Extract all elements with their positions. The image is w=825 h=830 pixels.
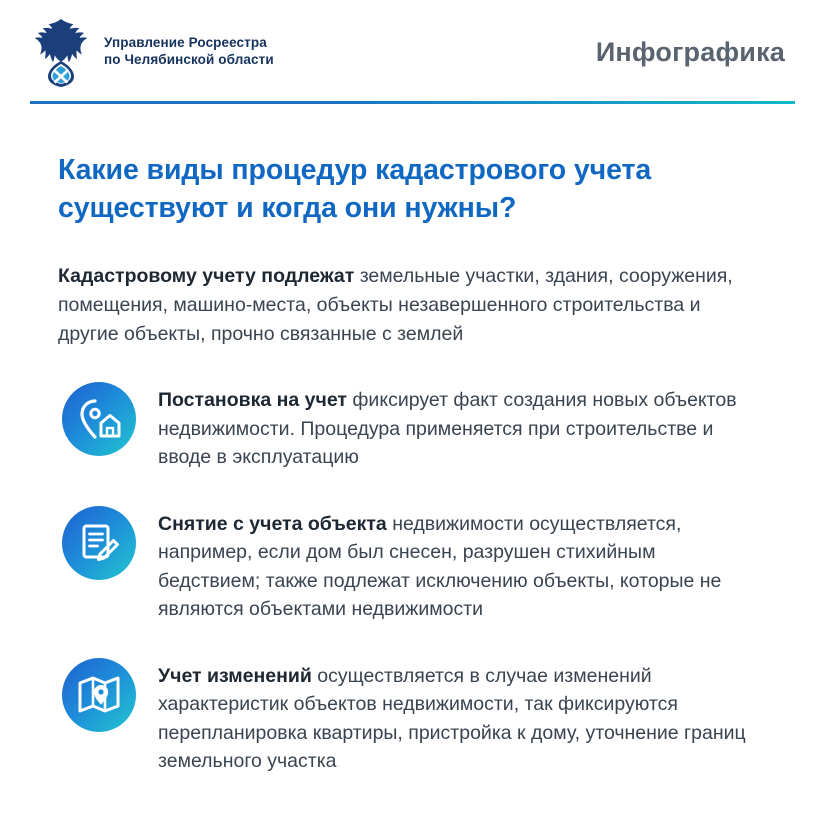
list-item bbox=[0, 506, 825, 624]
location-pin-house-icon bbox=[62, 382, 136, 456]
header-divider bbox=[30, 101, 795, 104]
items-list bbox=[0, 382, 825, 775]
document-pencil-edit-icon bbox=[62, 506, 136, 580]
list-item bbox=[0, 658, 825, 776]
russian-coat-of-arms-rosreestr-emblem-icon bbox=[30, 17, 92, 87]
list-item-text bbox=[158, 658, 758, 776]
list-item-rest: фиксирует факт создания новых объектов недвижимости. Процедура применяется при строительстве и вводе в эксплуатацию bbox=[158, 389, 737, 469]
list-item-bold: Учет изменений bbox=[158, 664, 312, 687]
org-line-1: Управление Росреестра bbox=[104, 35, 267, 51]
list-item-rest: осуществляется в случае изменений характеристик объектов недвижимости, так фиксируются перепланировка квартиры, пристройка к дому, уточнение границ земельного участка bbox=[158, 664, 746, 773]
list-item-bold: Снятие с учета объекта bbox=[158, 512, 387, 535]
page-title: Какие виды процедур кадастрового учета существуют и когда они нужны? bbox=[58, 154, 652, 224]
intro-bold-lead: Кадастровому учету подлежат bbox=[58, 264, 355, 287]
map-location-pin-icon bbox=[62, 658, 136, 732]
intro-rest: земельные участки, здания, сооружения, помещения, машино-места, объекты незавершенного строительства и другие объекты, прочно связанные с землей bbox=[58, 264, 733, 345]
brand-text bbox=[104, 35, 274, 69]
list-item-bold: Постановка на учет bbox=[158, 389, 347, 412]
list-item-text bbox=[158, 506, 758, 624]
section-title: Инфографика bbox=[595, 36, 785, 67]
page-header bbox=[0, 0, 825, 104]
org-line-2: по Челябинской области bbox=[104, 52, 274, 67]
list-item-text bbox=[158, 382, 758, 471]
list-item bbox=[0, 382, 825, 471]
intro-paragraph bbox=[58, 262, 758, 349]
brand-block bbox=[30, 17, 274, 87]
list-item-rest: недвижимости осуществляется, например, если дом был снесен, разрушен стихийным бедствием; также подлежат исключению объекты, которые не являются объектами недвижимости bbox=[158, 512, 722, 621]
